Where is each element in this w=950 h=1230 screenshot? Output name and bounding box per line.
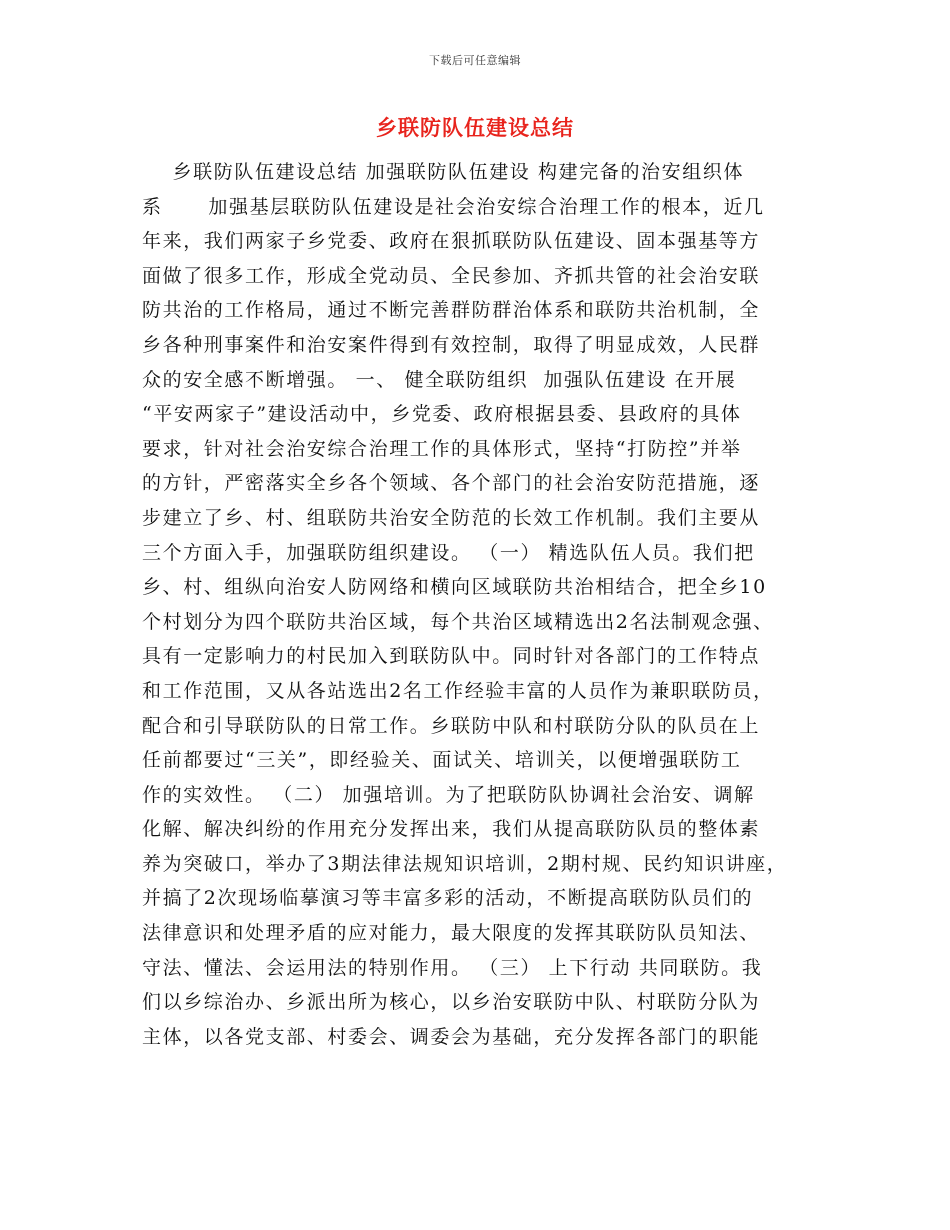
body-line: 系 加强基层联防队伍建设是社会治安综合治理工作的根本，近几 xyxy=(142,195,765,218)
body-line: 法律意识和处理矛盾的应对能力，最大限度的发挥其联防队员知法、 xyxy=(142,922,761,945)
body-line: 守法、懂法、会运用法的特别作用。 （三） 上下行动 共同联防。我 xyxy=(142,956,763,979)
body-line: 要求，针对社会治安综合治理工作的具体形式，坚持“打防控”并举 xyxy=(142,437,742,460)
body-line: 三个方面入手，加强联防组织建设。 （一） 精选队伍人员。我们把 xyxy=(142,541,755,564)
body-line: 们以乡综治办、乡派出所为核心，以乡治安联防中队、村联防分队为 xyxy=(142,991,761,1014)
body-line: 任前都要过“三关”，即经验关、面试关、培训关，以便增强联防工 xyxy=(142,749,742,772)
body-line: 步建立了乡、村、组联防共治安全防范的长效工作机制。我们主要从 xyxy=(142,506,761,529)
body-line: 作的实效性。 （二） 加强培训。为了把联防队协调社会治安、调解 xyxy=(142,783,755,806)
body-line: 和工作范围，又从各站选出2名工作经验丰富的人员作为兼职联防员， xyxy=(142,679,774,702)
body-line: 年来，我们两家子乡党委、政府在狠抓联防队伍建设、固本强基等方 xyxy=(142,230,761,253)
body-line: 养为突破口，举办了3期法律法规知识培训，2期村规、民约知识讲座， xyxy=(142,852,788,875)
header-note: 下载后可任意编辑 xyxy=(429,54,521,67)
body-line: 防共治的工作格局，通过不断完善群防群治体系和联防共治机制，全 xyxy=(142,299,761,322)
body-line: 的方针，严密落实全乡各个领域、各个部门的社会治安防范措施，逐 xyxy=(142,472,761,495)
body-line: 乡各种刑事案件和治安案件得到有效控制，取得了明显成效，人民群 xyxy=(142,333,761,356)
body-line: 并搞了2次现场临摹演习等丰富多彩的活动，不断提高联防队员们的 xyxy=(142,887,754,910)
body-line: “平安两家子”建设活动中，乡党委、政府根据县委、县政府的具体 xyxy=(142,403,742,426)
body-line: 主体，以各党支部、村委会、调委会为基础，充分发挥各部门的职能 xyxy=(142,1025,761,1048)
body-line: 乡联防队伍建设总结 加强联防队伍建设 构建完备的治安组织体 xyxy=(142,161,745,183)
body-line: 配合和引导联防队的日常工作。乡联防中队和村联防分队的队员在上 xyxy=(142,714,761,737)
body-line: 乡、村、组纵向治安人防网络和横向区域联防共治相结合，把全乡10 xyxy=(142,576,767,599)
body-line: 面做了很多工作，形成全党动员、全民参加、齐抓共管的社会治安联 xyxy=(142,264,761,287)
body-line: 众的安全感不断增强。 一、 健全联防组织 加强队伍建设 在开展 xyxy=(142,368,737,391)
body-line: 个村划分为四个联防共治区域，每个共治区域精选出2名法制观念强、 xyxy=(142,610,774,633)
body-line: 具有一定影响力的村民加入到联防队中。同时针对各部门的工作特点 xyxy=(142,645,761,668)
document-title: 乡联防队伍建设总结 xyxy=(376,115,574,140)
body-text xyxy=(142,155,822,1054)
body-line: 化解、解决纠纷的作用充分发挥出来，我们从提高联防队员的整体素 xyxy=(142,818,761,841)
